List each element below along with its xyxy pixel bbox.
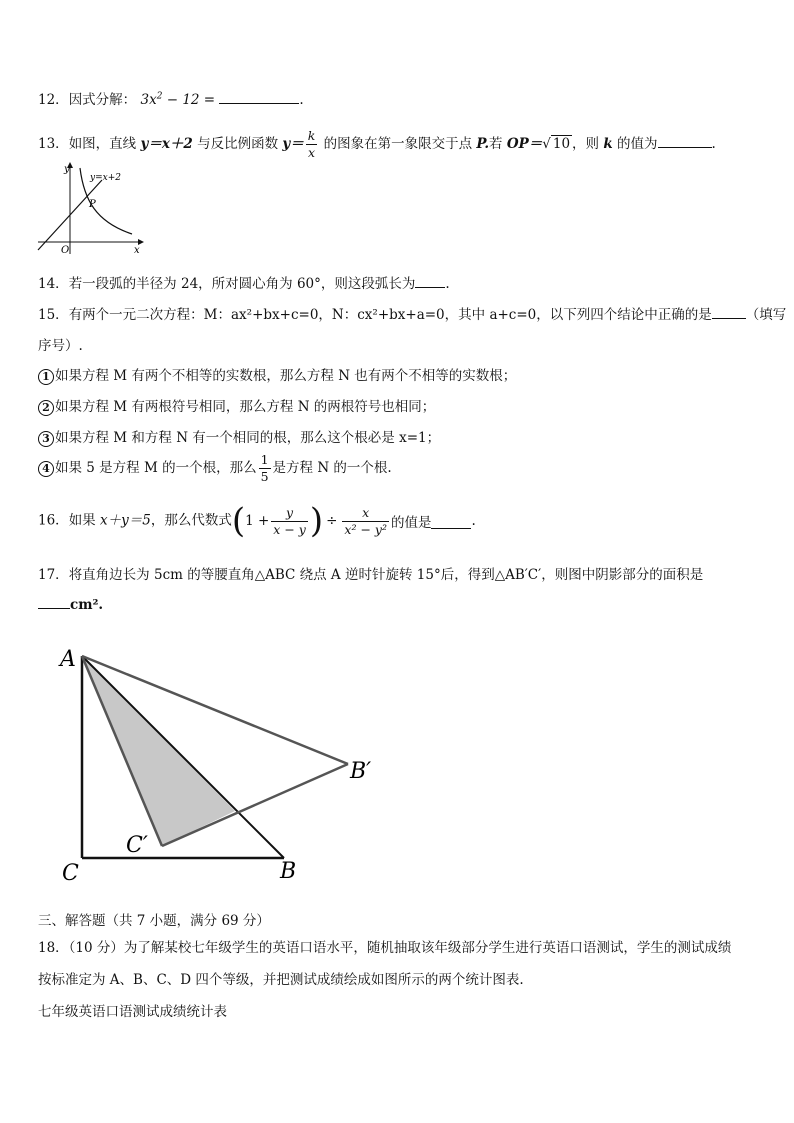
y-axis-label: y — [64, 164, 70, 175]
answer-blank — [38, 594, 70, 609]
answer-blank — [658, 133, 712, 148]
label-B: B — [280, 859, 297, 884]
question-number: 13． — [38, 136, 69, 152]
answer-blank — [712, 304, 746, 319]
origin-label: O — [61, 245, 70, 256]
label-C: C — [62, 861, 79, 886]
option-3: 3 如果方程 M 和方程 N 有一个相同的根，那么这个根必是 x=1； — [38, 426, 440, 447]
line-equation: y＝x＋2 — [140, 136, 193, 152]
question-text: 因式分解： — [68, 92, 137, 108]
option-4: 4 如果 5 是方程 M 的一个根，那么 $\frac{1}{5}$ 是方程 N 的一个根. — [38, 452, 392, 485]
point-p-label: P — [89, 199, 96, 210]
q17-figure — [52, 636, 392, 886]
fraction-k-over-x: $\frac{k}{x}$ — [307, 128, 316, 160]
label-B-prime: B′ — [350, 759, 372, 784]
question-15-cont: 序号）. — [38, 338, 83, 354]
question-15: 15．有两个一元二次方程：M：ax²+bx+c=0，N：cx²+bx+a=0，其中 a+c=0，以下列四个结论中正确的是 （填写 — [38, 303, 786, 323]
question-number: 17． — [38, 567, 69, 583]
option-marker: 2 — [38, 400, 54, 416]
section-title: 三、解答题（共 7 小题，满分 69 分） — [38, 913, 270, 929]
option-marker: 1 — [38, 369, 54, 385]
question-17: 17．将直角边长为 5cm 的等腰直角△ABC 绕点 A 逆时针旋转 15°后，得到△AB′C′，则图中阴影部分的面积是 — [38, 567, 704, 583]
table-title: 七年级英语口语测试成绩统计表 — [38, 1004, 227, 1020]
x-axis-label: x — [134, 245, 140, 256]
question-17-cont: cm². — [38, 594, 103, 613]
line-label: y=x+2 — [90, 173, 121, 183]
question-18-cont: 按标准定为 A、B、C、D 四个等级，并把测试成绩绘成如图所示的两个统计图表. — [38, 972, 524, 988]
option-marker: 3 — [38, 431, 54, 447]
question-number: 16． — [38, 512, 69, 529]
fraction-x-over-diff-squares: $\frac{x}{\text{x² − y²}}$ — [344, 504, 387, 537]
answer-blank — [431, 514, 471, 529]
question-number: 15． — [38, 307, 69, 323]
expression: $3x^2 - 12$ = — [140, 91, 216, 108]
question-number: 12． — [38, 92, 69, 108]
question-13: 13．如图，直线 y＝x＋2 与反比例函数 y＝ $\frac{k}{x}$ 的图象在第一象限交于点 P.若 OP＝√ 10 ，则 k 的值为 . — [38, 128, 716, 160]
question-18: 18．（10 分）为了解某校七年级学生的英语口语水平，随机抽取该年级部分学生进行英语口语测试，学生的测试成绩 — [38, 940, 732, 956]
answer-blank — [219, 89, 299, 104]
fraction-one-fifth: $\frac{1}{5}$ — [260, 452, 269, 484]
question-14: 14．若一段弧的半径为 24，所对圆心角为 60°，则这段弧长为 . — [38, 272, 450, 292]
option-1: 1 如果方程 M 有两个不相等的实数根，那么方程 N 也有两个不相等的实数根； — [38, 364, 516, 385]
sqrt-expression: √ 10 — [542, 136, 571, 152]
label-C-prime: C′ — [126, 833, 148, 858]
fraction-y-over-x-minus-y: $\frac{y}{x - y}$ — [273, 504, 306, 537]
shaded-region — [82, 656, 235, 846]
question-12: 12．因式分解： $3x^2 - 12$ = . — [38, 88, 304, 108]
option-2: 2 如果方程 M 有两根符号相同，那么方程 N 的两根符号也相同； — [38, 395, 435, 416]
q13-graph — [34, 160, 146, 256]
option-marker: 4 — [38, 461, 54, 477]
label-A: A — [60, 647, 76, 672]
answer-blank — [415, 273, 445, 288]
question-16: 16．如果 x＋y＝5，那么代数式(1 + $\frac{y}{x - y}$ ) ÷ $\frac{x}{\text{x² − y²}}$ 的值是 . — [38, 501, 476, 541]
question-number: 14． — [38, 276, 69, 292]
